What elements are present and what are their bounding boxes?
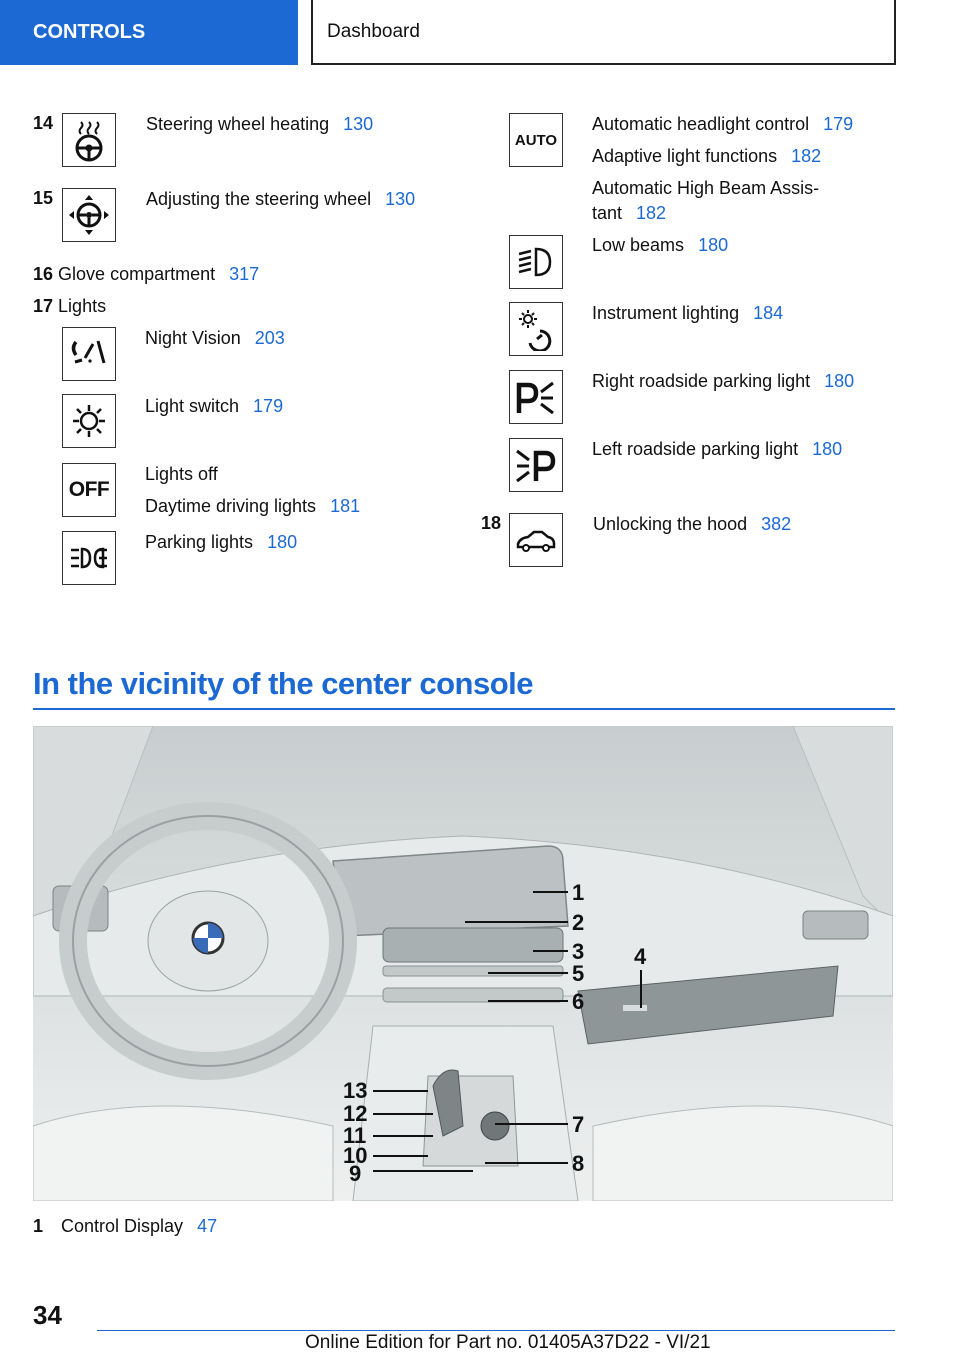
lights-off-label: Lights off [145,464,218,484]
low-beams-page-link[interactable]: 180 [698,235,729,255]
section-divider [33,708,895,710]
light-switch-label: Light switch [145,396,240,416]
hood-page-link[interactable]: 382 [761,514,792,534]
hood-text [593,511,791,537]
parking-lights-label: Parking lights [145,532,254,552]
left-parking-text [592,436,842,462]
item-14-label: Steering wheel heating [146,114,330,134]
section-tab [0,0,298,65]
right-parking-light-icon [509,370,563,424]
left-parking-light-icon [509,438,563,492]
light-switch-text [145,393,283,419]
callout-3: 3 [572,939,585,964]
parking-lights-icon [62,531,116,585]
auto-headlight-label: Automatic headlight control [592,114,810,134]
item-14-page-link[interactable]: 130 [343,114,374,134]
item-number-14: 14 [33,113,54,133]
low-beams-text [592,232,728,258]
instrument-lighting-label: Instrument lighting [592,303,740,323]
item-16-page-link[interactable]: 317 [229,264,260,284]
chapter-label: Dashboard [327,20,420,42]
parking-lights-page-link[interactable]: 180 [267,532,298,552]
auto-icon-text: AUTO [514,131,558,149]
item-16-label: Glove compartment [58,264,216,284]
callout-7: 7 [572,1112,585,1137]
item-17-label: Lights [58,296,107,316]
hood-label: Unlocking the hood [593,514,748,534]
item-number-18: 18 [481,513,502,533]
daytime-lights-page-link[interactable]: 181 [330,496,361,516]
off-icon [62,463,116,517]
callout-2: 2 [572,910,585,935]
item-15-text [146,186,415,212]
steering-wheel-adjust-icon [62,188,116,242]
daytime-lights-text [145,493,360,519]
auto-headlight-page-link[interactable]: 179 [823,114,854,134]
footer-edition: Online Edition for Part no. 01405A37D22 - VI/21 [305,1332,711,1353]
high-beam-label-line1: Automatic High Beam Assis- [592,178,820,198]
high-beam-page-link[interactable]: 182 [636,203,667,223]
item-17-text [33,293,106,319]
night-vision-page-link[interactable]: 203 [254,328,285,348]
adaptive-light-page-link[interactable]: 182 [791,146,822,166]
section-label: CONTROLS [33,21,146,43]
auto-headlight-text [592,111,853,137]
instrument-lighting-icon [509,302,563,356]
off-icon-text: OFF [68,478,110,501]
callout-1: 1 [572,880,585,905]
instrument-lighting-page-link[interactable]: 184 [753,303,784,323]
callout-9: 9 [349,1161,362,1186]
parking-lights-text [145,529,297,555]
auto-headlight-icon [509,113,563,167]
callout-8: 8 [572,1151,585,1176]
center-console-illustration [33,726,893,1201]
left-parking-label: Left roadside parking light [592,439,799,459]
high-beam-label-line2: tant [592,203,623,223]
caption-number: 1 [33,1216,44,1236]
callout-4: 4 [634,944,647,969]
light-switch-page-link[interactable]: 179 [253,396,284,416]
item-number-17: 17 [33,296,54,316]
night-vision-text [145,325,285,351]
night-vision-label: Night Vision [145,328,241,348]
chapter-tab [311,0,896,65]
right-parking-text [592,368,854,394]
footer-divider [97,1330,895,1331]
item-number-15: 15 [33,188,54,208]
item-number-16: 16 [33,264,54,284]
high-beam-text [592,200,666,226]
left-parking-page-link[interactable]: 180 [812,439,843,459]
daytime-lights-label: Daytime driving lights [145,496,317,516]
low-beam-icon [509,235,563,289]
caption-page-link[interactable]: 47 [197,1216,218,1236]
callout-6: 6 [572,989,585,1014]
callout-12: 12 [343,1101,368,1126]
hood-icon [509,513,563,567]
item-15-page-link[interactable]: 130 [385,189,416,209]
item-15-label: Adjusting the steering wheel [146,189,372,209]
item-16-text [33,261,259,287]
caption-label: Control Display [61,1216,184,1236]
night-vision-icon [62,327,116,381]
caption-item [33,1213,217,1239]
right-parking-label: Right roadside parking light [592,371,811,391]
section-heading: In the vicinity of the center console [33,666,533,701]
adaptive-light-label: Adaptive light functions [592,146,778,166]
callout-10: 10 [343,1143,368,1168]
light-switch-icon [62,394,116,448]
instrument-lighting-text [592,300,783,326]
item-14-text [146,111,373,137]
callout-5: 5 [572,961,585,986]
callout-11: 11 [343,1123,367,1148]
cockpit-drawing [33,726,893,1201]
right-parking-page-link[interactable]: 180 [824,371,855,391]
page-number: 34 [33,1300,62,1330]
low-beams-label: Low beams [592,235,685,255]
steering-wheel-heating-icon [62,113,116,167]
adaptive-light-text [592,143,821,169]
callout-13: 13 [343,1078,368,1103]
